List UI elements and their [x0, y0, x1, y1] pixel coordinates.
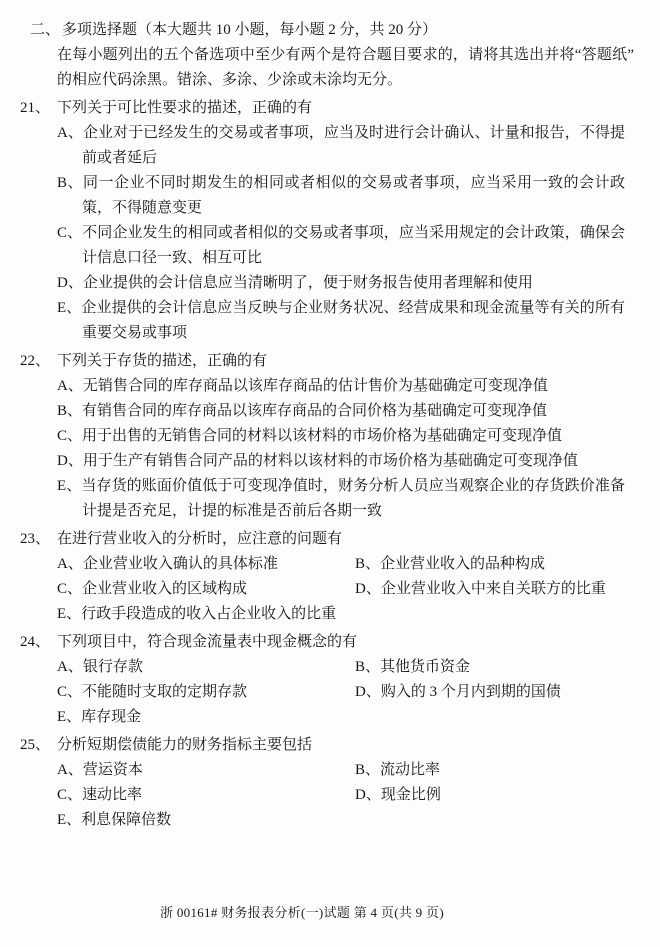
- question-number: 25、: [20, 737, 51, 753]
- option-label: B、: [355, 556, 381, 572]
- option: [57, 474, 625, 524]
- option-text: 用于出售的无销售合同的材料以该材料的市场价格为基础确定可变现净值: [82, 428, 563, 444]
- option-text: 库存现金: [81, 709, 142, 725]
- option: [57, 171, 625, 221]
- option-text: 现金比例: [380, 787, 441, 803]
- option-list: [57, 552, 640, 627]
- option-label: E、: [57, 812, 82, 828]
- option-label: C、: [57, 787, 83, 803]
- option-label: E、: [57, 300, 82, 316]
- option-label: A、: [57, 762, 83, 778]
- option-label: C、: [57, 428, 83, 444]
- option-text: 利息保障倍数: [81, 812, 172, 828]
- option: [57, 705, 355, 730]
- option: [57, 399, 625, 424]
- option-label: B、: [57, 175, 84, 191]
- option: [57, 680, 355, 705]
- option-text: 当存货的账面价值低于可变现净值时，财务分析人员应当观察企业的存货跌价准备计提是否充足，计提的标准是否前后各期一致: [81, 478, 625, 519]
- option: [57, 374, 625, 399]
- option: [57, 271, 625, 296]
- option-text: 有销售合同的库存商品以该库存商品的合同价格为基础确定可变现净值: [82, 403, 548, 419]
- option-text: 购入的 3 个月内到期的国债: [380, 684, 561, 700]
- question-stem-row: [20, 630, 660, 655]
- option: [57, 552, 355, 577]
- option-label: D、: [355, 684, 381, 700]
- question: [0, 349, 660, 524]
- option-list: [57, 758, 640, 833]
- option: [57, 602, 355, 627]
- option: [57, 808, 355, 833]
- option-text: 同一企业不同时期发生的相同或者相似的交易或者事项，应当采用一致的会计政策，不得随意变更: [82, 175, 625, 216]
- option-text: 流动比率: [380, 762, 441, 778]
- option-label: B、: [57, 403, 83, 419]
- section-instructions: 在每小题列出的五个备选项中至少有两个是符合题目要求的，请将其选出并将“答题纸”的相应代码涂黑。错涂、多涂、少涂或未涂均无分。: [57, 47, 634, 88]
- option: [57, 449, 625, 474]
- option-text: 企业提供的会计信息应当清晰明了，便于财务报告使用者理解和使用: [82, 275, 533, 291]
- option-text: 速动比率: [82, 787, 143, 803]
- question-stem: 在进行营业收入的分析时，应注意的问题有: [57, 531, 343, 547]
- option-list: [0, 374, 660, 524]
- option: [57, 577, 355, 602]
- question-stem-row: [20, 349, 660, 374]
- question-stem: 下列关于存货的描述，正确的有: [57, 353, 268, 369]
- question-number: 21、: [20, 100, 51, 116]
- question: [0, 630, 660, 730]
- question-stem: 分析短期偿债能力的财务指标主要包括: [57, 737, 313, 753]
- option-label: A、: [57, 125, 83, 141]
- option-text: 银行存款: [82, 659, 143, 675]
- option-label: D、: [57, 453, 83, 469]
- option: [57, 296, 625, 346]
- option-label: E、: [57, 606, 82, 622]
- option: [355, 758, 640, 783]
- option: [355, 680, 640, 705]
- option: [57, 783, 355, 808]
- page-footer: 浙 00161# 财务报表分析(一)试题 第 4 页(共 9 页): [160, 905, 444, 920]
- option-list: [57, 655, 640, 730]
- option: [355, 577, 640, 602]
- option-label: A、: [57, 378, 83, 394]
- question: [0, 733, 660, 833]
- option-text: 不同企业发生的相同或者相似的交易或者事项，应当采用规定的会计政策，确保会计信息口径一致、相互可比: [82, 225, 625, 266]
- option-text: 企业营业收入的品种构成: [380, 556, 546, 572]
- option: [57, 655, 355, 680]
- option-label: E、: [57, 478, 82, 494]
- question-stem-row: [20, 733, 660, 758]
- question-stem-row: [20, 96, 660, 121]
- option: [57, 424, 625, 449]
- option-text: 无销售合同的库存商品以该库存商品的估计售价为基础确定可变现净值: [82, 378, 548, 394]
- option-label: D、: [355, 581, 381, 597]
- option-text: 企业提供的会计信息应当反映与企业财务状况、经营成果和现金流量等有关的所有重要交易或事项: [81, 300, 625, 341]
- option: [57, 221, 625, 271]
- option: [355, 552, 640, 577]
- option-text: 用于生产有销售合同产品的材料以该材料的市场价格为基础确定可变现净值: [82, 453, 578, 469]
- option-text: 行政手段造成的收入占企业收入的比重: [81, 606, 337, 622]
- section-title: 多项选择题（本大题共 10 小题，每小题 2 分，共 20 分）: [62, 22, 438, 38]
- question-number: 24、: [20, 634, 51, 650]
- option-label: C、: [57, 581, 83, 597]
- option-label: C、: [57, 225, 83, 241]
- question-number: 23、: [20, 531, 51, 547]
- question: [0, 96, 660, 346]
- section-header: [30, 0, 634, 43]
- question-stem: 下列关于可比性要求的描述，正确的有: [57, 100, 313, 116]
- option-text: 营运资本: [82, 762, 143, 778]
- option-text: 企业对于已经发生的交易或者事项，应当及时进行会计确认、计量和报告，不得提前或者延后: [82, 125, 625, 166]
- option: [57, 121, 625, 171]
- option-label: D、: [57, 275, 83, 291]
- option: [57, 758, 355, 783]
- question-number: 22、: [20, 353, 51, 369]
- option-label: B、: [355, 659, 381, 675]
- option-list: [0, 121, 660, 346]
- option-label: D、: [355, 787, 381, 803]
- option: [355, 655, 640, 680]
- section-number: 二、: [30, 22, 61, 38]
- question-stem: 下列项目中，符合现金流量表中现金概念的有: [57, 634, 358, 650]
- option-text: 其他货币资金: [380, 659, 471, 675]
- option-label: A、: [57, 659, 83, 675]
- option: [355, 783, 640, 808]
- option-label: E、: [57, 709, 82, 725]
- option-text: 企业营业收入中来自关联方的比重: [380, 581, 606, 597]
- question-list: [0, 96, 660, 833]
- option-label: B、: [355, 762, 381, 778]
- question: [0, 527, 660, 627]
- option-text: 不能随时支取的定期存款: [82, 684, 248, 700]
- question-stem-row: [20, 527, 660, 552]
- option-label: C、: [57, 684, 83, 700]
- option-text: 企业营业收入的区域构成: [82, 581, 248, 597]
- option-label: A、: [57, 556, 83, 572]
- option-text: 企业营业收入确认的具体标准: [82, 556, 278, 572]
